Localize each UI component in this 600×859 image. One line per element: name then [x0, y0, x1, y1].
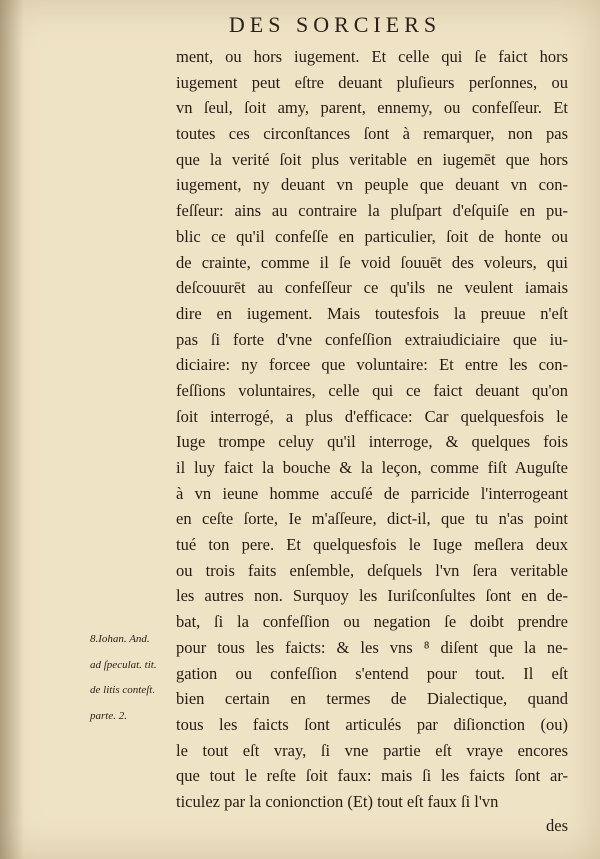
text-line: iugement, ny deuant vn peuple que deuant vn con- — [176, 175, 568, 195]
running-head: DES SORCIERS — [228, 12, 442, 37]
text-line: vn ſeul, ſoit amy, parent, ennemy, ou confeſſeur. Et — [176, 98, 568, 118]
text-line: en ceſte ſorte, Ie m'aſſeure, dict-il, que tu n'as point — [176, 509, 568, 529]
text-line: dire en iugement. Mais toutesfois la preuue n'eſt — [176, 303, 568, 323]
text-line: deſcouurēt au confeſſeur ce qu'ils ne veulent iamais — [176, 278, 568, 298]
text-line: Iuge trompe celuy qu'il interroge, & quelques fois — [176, 432, 568, 452]
text-line: feſſeur: ains au contraire la pluſpart d'eſquiſe en pu- — [176, 201, 568, 221]
text-line: gation ou confeſſion s'entend pour tout. Il eſt — [176, 663, 568, 683]
text-line: que tout le reſte ſoit faux: mais ſi les faicts ſont ar- — [176, 766, 568, 786]
text-line: tué ton pere. Et quelquesfois le Iuge meſlera deux — [176, 535, 568, 555]
text-line: toutes ces circonſtances ſont à remarquer, non pas — [176, 124, 568, 144]
text-line: ment, ou hors iugement. Et celle qui ſe faict hors — [176, 47, 568, 66]
text-line: ticulez par la conionction (Et) tout eſt faux ſi l'vn — [176, 791, 499, 811]
text-line: bien certain en termes de Dialectique, quand — [176, 689, 568, 709]
text-line: bat, ſi la confeſſion ou negation ſe doibt prendre — [176, 612, 568, 632]
text-line: diciaire: ny forcee que voluntaire: Et entre les con- — [176, 355, 568, 375]
marginal-note-line: parte. 2. — [90, 710, 127, 723]
text-line: tous les faicts ſont articulés par diſionction (ou) — [176, 714, 568, 734]
text-line: ſoit interrogé, a plus d'efficace: Car quelquesfois le — [176, 406, 568, 426]
catchword: des — [546, 815, 568, 835]
text-line: de crainte, comme il ſe void ſouuēt des voleurs, qui — [176, 252, 568, 272]
text-line: les autres non. Surquoy les Iuriſconſultes ſont en de- — [176, 586, 568, 606]
text-line: pour tous les faicts: & les vns ⁸ diſent que la ne- — [176, 637, 568, 657]
text-line: iugement peut eſtre deuant pluſieurs perſonnes, ou — [176, 72, 568, 92]
text-line: le tout eſt vray, ſi vne partie eſt vraye encores — [176, 740, 568, 760]
marginal-note-line: de litis conteſt. — [90, 684, 156, 697]
page-gutter-shadow — [0, 0, 24, 859]
marginal-note — [90, 627, 176, 730]
text-line: pas ſi forte d'vne confeſſion extraiudiciaire que iu- — [176, 329, 568, 349]
text-line: blic ce qu'il confeſſe en particulier, ſoit de honte ou — [176, 226, 568, 246]
marginal-note-line: 8.Iohan. And. — [90, 633, 150, 645]
body-text — [176, 44, 568, 837]
marginal-note-line: ad ſpeculat. tit. — [90, 658, 157, 671]
text-line: feſſions voluntaires, celle qui ce faict deuant qu'on — [176, 380, 568, 400]
text-line: il luy faict la bouche & la leçon, comme fiſt Auguſte — [176, 458, 568, 477]
text-line: que la verité ſoit plus veritable en iugemēt que hors — [176, 149, 568, 169]
text-line: à vn ieune homme accuſé de parricide l'interrogeant — [176, 483, 568, 503]
text-line: ou trois faits enſemble, deſquels l'vn ſera veritable — [176, 560, 568, 580]
